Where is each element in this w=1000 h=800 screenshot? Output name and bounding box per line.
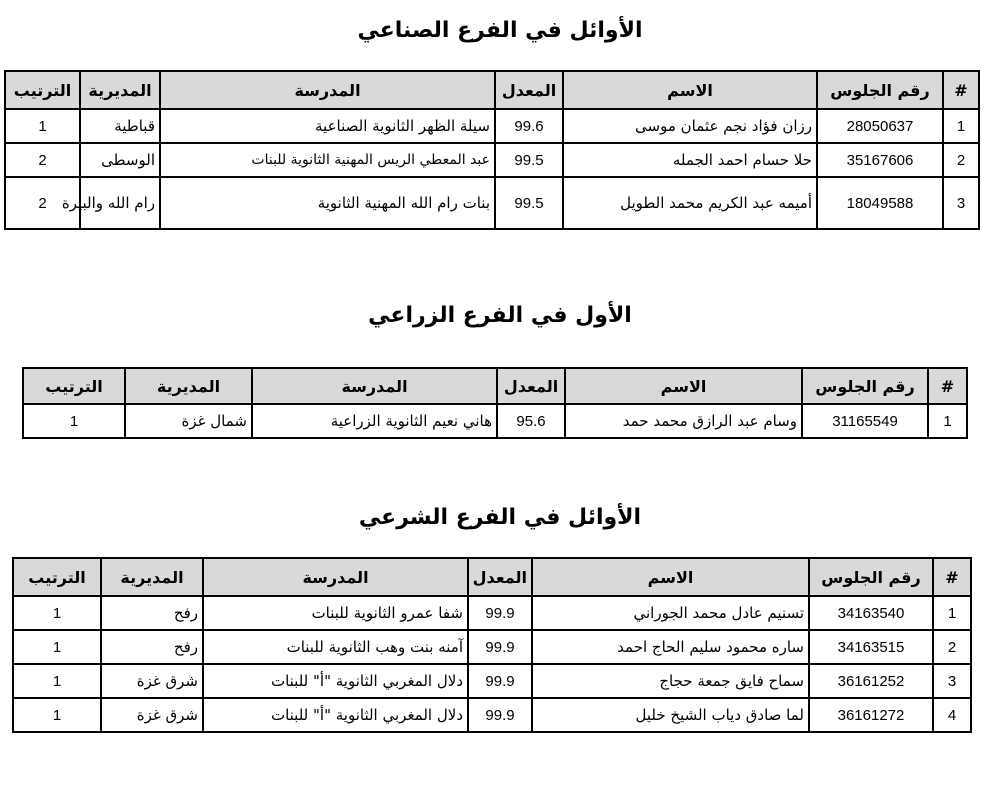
header-seat: رقم الجلوس <box>809 558 933 596</box>
cell-index: 2 <box>943 143 979 177</box>
cell-seat: 34163540 <box>809 596 933 630</box>
header-name: الاسم <box>532 558 809 596</box>
cell-school: شفا عمرو الثانوية للبنات <box>203 596 468 630</box>
cell-name: حلا حسام احمد الجمله <box>563 143 817 177</box>
header-rank: الترتيب <box>5 71 80 109</box>
header-rank: الترتيب <box>13 558 101 596</box>
sharia-title: الأوائل في الفرع الشرعي <box>358 505 642 530</box>
cell-directorate: رفح <box>101 630 203 664</box>
table-row <box>13 698 971 732</box>
cell-seat: 34163515 <box>809 630 933 664</box>
cell-average: 99.9 <box>468 596 532 630</box>
cell-directorate: شرق غزة <box>101 698 203 732</box>
cell-seat: 28050637 <box>817 109 943 143</box>
cell-name: رزان فؤاد نجم عثمان موسى <box>563 109 817 143</box>
cell-index: 3 <box>943 177 979 229</box>
cell-name: وسام عبد الرازق محمد حمد <box>565 404 802 438</box>
table-row <box>13 596 971 630</box>
cell-name: ساره محمود سليم الحاج احمد <box>532 630 809 664</box>
cell-directorate: قباطية <box>80 109 160 143</box>
cell-rank: 1 <box>13 596 101 630</box>
header-directorate: المديرية <box>80 71 160 109</box>
table-row <box>23 404 967 438</box>
cell-average: 99.5 <box>495 177 563 229</box>
cell-directorate: الوسطى <box>80 143 160 177</box>
header-name: الاسم <box>565 368 802 404</box>
cell-average: 95.6 <box>497 404 565 438</box>
header-school: المدرسة <box>160 71 495 109</box>
table-row <box>5 109 979 143</box>
cell-index: 1 <box>928 404 967 438</box>
cell-rank: 1 <box>5 109 80 143</box>
header-directorate: المديرية <box>101 558 203 596</box>
agricultural-title: الأول في الفرع الزراعي <box>368 303 632 328</box>
cell-seat: 31165549 <box>802 404 928 438</box>
cell-seat: 36161272 <box>809 698 933 732</box>
cell-index: 2 <box>933 630 971 664</box>
cell-index: 1 <box>933 596 971 630</box>
cell-seat: 18049588 <box>817 177 943 229</box>
cell-directorate: شرق غزة <box>101 664 203 698</box>
table-row <box>13 664 971 698</box>
cell-school: دلال المغربي الثانوية "أ" للبنات <box>203 698 468 732</box>
header-index: # <box>933 558 971 596</box>
sharia-table <box>12 557 972 733</box>
cell-rank: 2 <box>5 143 80 177</box>
cell-average: 99.9 <box>468 630 532 664</box>
cell-average: 99.6 <box>495 109 563 143</box>
table-row <box>13 630 971 664</box>
cell-name: لما صادق دياب الشيخ خليل <box>532 698 809 732</box>
cell-index: 1 <box>943 109 979 143</box>
cell-average: 99.9 <box>468 698 532 732</box>
header-index: # <box>943 71 979 109</box>
cell-school: سيلة الظهر الثانوية الصناعية <box>160 109 495 143</box>
cell-school: دلال المغربي الثانوية "أ" للبنات <box>203 664 468 698</box>
cell-rank: 1 <box>13 698 101 732</box>
header-average: المعدل <box>495 71 563 109</box>
cell-name: تسنيم عادل محمد الجوراني <box>532 596 809 630</box>
cell-average: 99.5 <box>495 143 563 177</box>
cell-rank: 1 <box>13 630 101 664</box>
cell-school: بنات رام الله المهنية الثانوية <box>160 177 495 229</box>
table-row <box>5 177 979 229</box>
cell-directorate: رام الله والبيرة <box>80 177 160 229</box>
table-header-row <box>13 558 971 596</box>
cell-school: عبد المعطي الريس المهنية الثانوية للبنات <box>160 143 495 177</box>
table-row <box>5 143 979 177</box>
cell-school: آمنه بنت وهب الثانوية للبنات <box>203 630 468 664</box>
header-index: # <box>928 368 967 404</box>
table-header-row <box>23 368 967 404</box>
industrial-title: الأوائل في الفرع الصناعي <box>357 18 643 43</box>
cell-name: سماح فايق جمعة حجاج <box>532 664 809 698</box>
cell-index: 3 <box>933 664 971 698</box>
cell-school: هاني نعيم الثانوية الزراعية <box>252 404 497 438</box>
header-seat: رقم الجلوس <box>802 368 928 404</box>
cell-seat: 36161252 <box>809 664 933 698</box>
industrial-table <box>4 70 980 230</box>
header-average: المعدل <box>497 368 565 404</box>
cell-seat: 35167606 <box>817 143 943 177</box>
cell-rank: 1 <box>23 404 125 438</box>
header-directorate: المديرية <box>125 368 252 404</box>
agricultural-table <box>22 367 968 439</box>
header-school: المدرسة <box>252 368 497 404</box>
cell-index: 4 <box>933 698 971 732</box>
cell-name: أميمه عبد الكريم محمد الطويل <box>563 177 817 229</box>
header-seat: رقم الجلوس <box>817 71 943 109</box>
header-rank: الترتيب <box>23 368 125 404</box>
table-header-row <box>5 71 979 109</box>
cell-average: 99.9 <box>468 664 532 698</box>
header-school: المدرسة <box>203 558 468 596</box>
header-name: الاسم <box>563 71 817 109</box>
cell-rank: 2 <box>5 177 80 229</box>
cell-directorate: رفح <box>101 596 203 630</box>
cell-directorate: شمال غزة <box>125 404 252 438</box>
header-average: المعدل <box>468 558 532 596</box>
cell-rank: 1 <box>13 664 101 698</box>
